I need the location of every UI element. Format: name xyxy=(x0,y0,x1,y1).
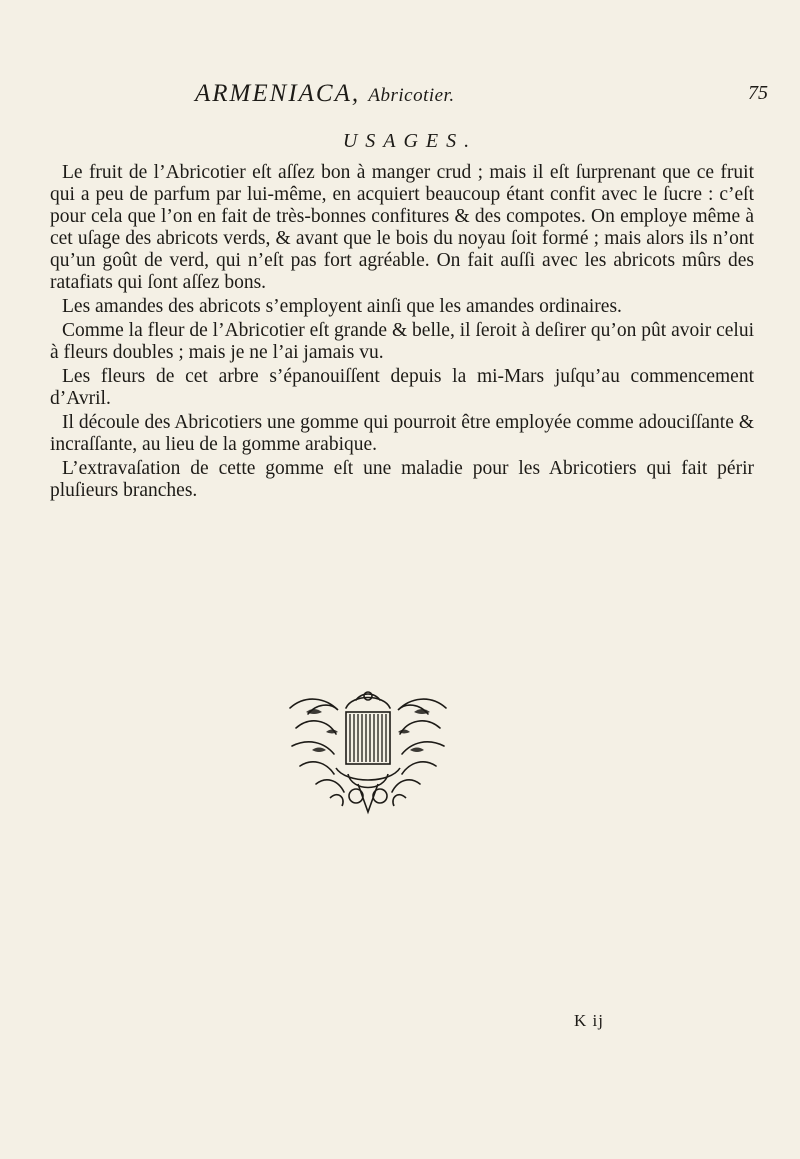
paragraph-extravasation: L’extravaſation de cette gomme eſt une maladie pour les Abricotiers qui fait périr pluſieurs branches. xyxy=(50,458,754,501)
paragraph-fruit: Le fruit de l’Abricotier eſt aſſez bon à manger crud ; mais il eſt ſurprenant que ce fruit qui a peu de parfum par lui-même, en acquiert beaucoup étant confit avec le ſucre : c’eſt pour cela que l’on en fait de très-bonnes confitures & des compotes. On employe même à cet uſage des abricots verds, & avant que le bois du noyau ſoit formé ; mais alors ils n’ont qu’un goût de verd, qui n’eſt pas fort agréable. On fait auſſi avec les abricots mûrs des ratafiats qui ſont aſſez bons. xyxy=(50,162,754,293)
body-text xyxy=(50,162,754,504)
paragraph-amandes: Les amandes des abricots s’employent ainſi que les amandes ordinaires. xyxy=(62,296,622,317)
paragraph-floraison: Les fleurs de cet arbre s’épanouiſſent depuis la mi-Mars juſqu’au commencement d’Avril. xyxy=(50,366,754,409)
running-title: ARMENIACA, xyxy=(195,80,361,107)
running-head xyxy=(195,80,635,108)
page-number: 75 xyxy=(748,82,768,104)
paragraph-gomme: Il découle des Abricotiers une gomme qui pourroit être employée comme adouciſſante & incraſſante, au lieu de la gomme arabique. xyxy=(50,412,754,455)
paragraph-fleur: Comme la fleur de l’Abricotier eſt grande & belle, il ſeroit à deſirer qu’on pût avoir celui à fleurs doubles ; mais je ne l’ai jamais vu. xyxy=(50,320,754,363)
signature-mark: K ij xyxy=(574,1011,604,1030)
section-title: USAGES. xyxy=(342,130,478,152)
ornamental-vignette-icon xyxy=(286,688,450,822)
running-subtitle: Abricotier. xyxy=(368,85,455,106)
